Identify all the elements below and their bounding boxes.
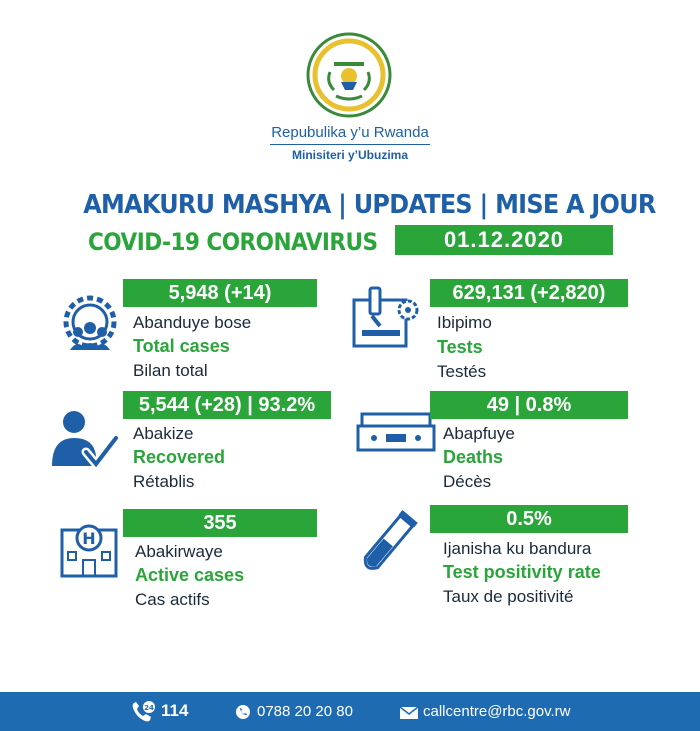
hospital-icon: [58, 516, 120, 578]
tests-label-en: Tests: [437, 337, 483, 357]
person-check-icon: [50, 408, 120, 470]
total-cases-label-en: Total cases: [133, 336, 230, 356]
positivity-label-en: Test positivity rate: [443, 562, 601, 582]
phone-24-icon: [130, 700, 156, 724]
active-cases-label-rw: Abakirwaye: [135, 542, 223, 561]
government-name: Repubulika y’u Rwanda: [271, 124, 429, 141]
tests-label-rw: Ibipimo: [437, 313, 492, 332]
whatsapp-number[interactable]: 0788 20 20 80: [257, 703, 353, 720]
recovered-value: 5,544 (+28) | 93.2%: [123, 391, 331, 419]
total-cases-value: 5,948 (+14): [123, 279, 317, 307]
page-subtitle: COVID-19 CORONAVIRUS: [88, 228, 378, 256]
positivity-label-rw: Ijanisha ku bandura: [443, 539, 592, 558]
active-cases-label-fr: Cas actifs: [135, 590, 210, 609]
svg-text:24: 24: [144, 704, 154, 712]
header-divider: [270, 144, 430, 145]
total-cases-label-rw: Abanduye bose: [133, 313, 252, 332]
page-title: AMAKURU MASHYA | UPDATES | MISE A JOUR: [83, 190, 656, 220]
microscope-icon: [350, 284, 422, 352]
email-icon: [400, 707, 418, 719]
deaths-label-rw: Abapfuye: [443, 424, 515, 443]
coffin-icon: [356, 412, 436, 456]
test-tube-icon: [352, 506, 422, 582]
recovered-label-rw: Abakize: [133, 424, 194, 443]
hotline-number[interactable]: 114: [161, 701, 189, 720]
whatsapp-icon: [235, 704, 251, 720]
active-cases-label-en: Active cases: [135, 565, 245, 585]
deaths-label-en: Deaths: [443, 447, 504, 467]
coat-of-arms-emblem: [306, 32, 392, 118]
active-cases-value: 355: [123, 509, 317, 537]
date-badge: 01.12.2020: [395, 225, 613, 255]
recovered-label-fr: Rétablis: [133, 472, 195, 491]
email-address[interactable]: callcentre@rbc.gov.rw: [423, 703, 571, 720]
virus-people-icon: [58, 292, 122, 356]
svg-text:H: H: [82, 529, 96, 548]
ministry-name: Minisiteri y’Ubuzima: [291, 148, 409, 162]
positivity-value: 0.5%: [430, 505, 628, 533]
deaths-label-fr: Décès: [443, 472, 492, 491]
positivity-label-fr: Taux de positivité: [443, 587, 574, 606]
recovered-label-en: Recovered: [133, 447, 226, 467]
total-cases-label-fr: Bilan total: [133, 361, 208, 380]
tests-value: 629,131 (+2,820): [430, 279, 628, 307]
deaths-value: 49 | 0.8%: [430, 391, 628, 419]
tests-label-fr: Testés: [437, 362, 487, 381]
